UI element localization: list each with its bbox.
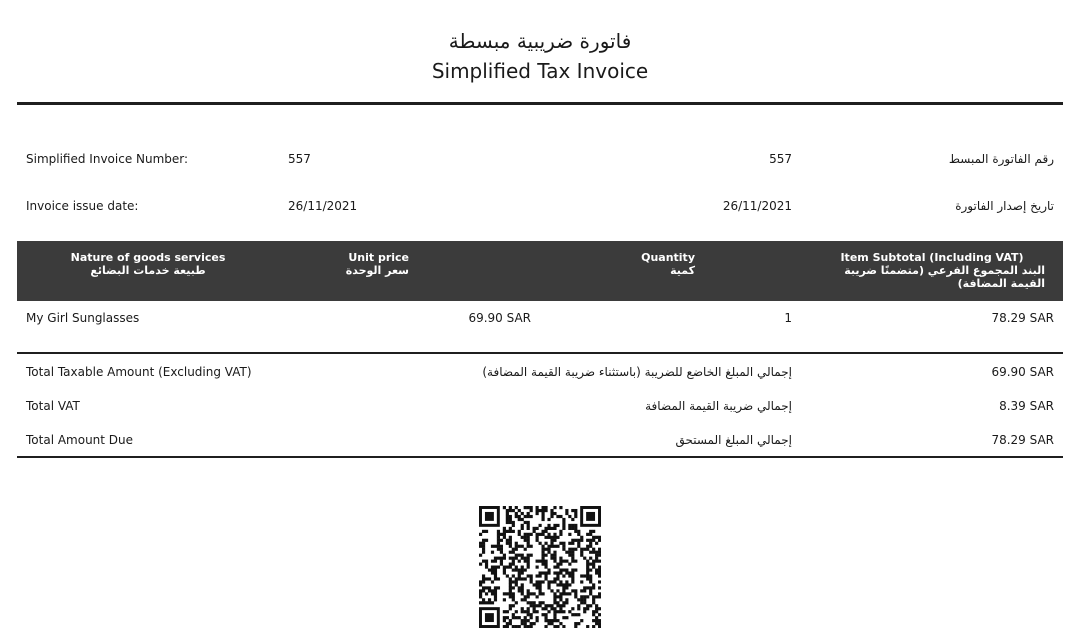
column-header-subtotal: [817, 251, 1047, 290]
total-taxable-label: Total Taxable Amount (Excluding VAT): [26, 365, 252, 379]
column-header-quantity-en: Quantity: [641, 251, 695, 264]
column-header-goods-ar: طبيعة خدمات البضائع: [90, 264, 206, 277]
total-taxable-value: 69.90 SAR: [991, 365, 1054, 379]
total-vat-label-ar: إجمالي ضريبة القيمة المضافة: [645, 399, 792, 413]
invoice-number-label-ar: رقم الفاتورة المبسط: [948, 152, 1054, 166]
column-header-subtotal-en: Item Subtotal (Including VAT): [840, 251, 1024, 264]
items-table-header: [17, 241, 1063, 301]
column-header-subtotal-ar: البند المجموع الفرعي (متضمنًا ضريبة القيمة المضافة): [844, 264, 1045, 290]
issue-date-label-ar: تاريخ إصدار الفاتورة: [955, 199, 1054, 213]
total-vat-value: 8.39 SAR: [999, 399, 1054, 413]
table-row: [17, 308, 1063, 328]
totals-divider-top: [17, 352, 1063, 354]
qr-code-icon: [479, 506, 601, 628]
column-header-goods: [17, 251, 279, 277]
totals-divider-bottom: [17, 456, 1063, 458]
item-unit-price: 69.90 SAR: [468, 311, 531, 325]
invoice-number-label: Simplified Invoice Number:: [26, 152, 189, 166]
total-due-row: [17, 430, 1063, 450]
column-header-goods-en: Nature of goods services: [70, 251, 226, 264]
column-header-unit-price-ar: سعر الوحدة: [345, 264, 409, 277]
issue-date-value-ar-side: 26/11/2021: [722, 199, 792, 213]
column-header-quantity-ar: كمية: [670, 264, 695, 277]
item-subtotal: 78.29 SAR: [991, 311, 1054, 325]
invoice-number-value: 557: [288, 152, 311, 166]
item-name: My Girl Sunglasses: [26, 311, 140, 325]
total-due-label-ar: إجمالي المبلغ المستحق: [675, 433, 792, 447]
item-quantity: 1: [784, 311, 792, 325]
total-vat-row: [17, 396, 1063, 416]
issue-date-row: [17, 196, 1063, 216]
total-taxable-label-ar: إجمالي المبلغ الخاضع للضريبة (باستثناء ضريبة القيمة المضافة): [482, 365, 792, 379]
column-header-unit-price-en: Unit price: [348, 251, 409, 264]
total-taxable-row: [17, 362, 1063, 382]
page-title-arabic: فاتورة ضريبية مبسطة: [448, 29, 632, 53]
invoice-number-row: [17, 149, 1063, 169]
column-header-unit-price: [279, 251, 409, 277]
page-title: Simplified Tax Invoice: [431, 59, 649, 83]
invoice-number-value-ar-side: 557: [769, 152, 792, 166]
issue-date-label: Invoice issue date:: [26, 199, 139, 213]
total-due-label: Total Amount Due: [26, 433, 134, 447]
header-divider: [17, 102, 1063, 105]
total-vat-label: Total VAT: [26, 399, 80, 413]
total-due-value: 78.29 SAR: [991, 433, 1054, 447]
column-header-quantity: [540, 251, 695, 277]
issue-date-value: 26/11/2021: [288, 199, 358, 213]
